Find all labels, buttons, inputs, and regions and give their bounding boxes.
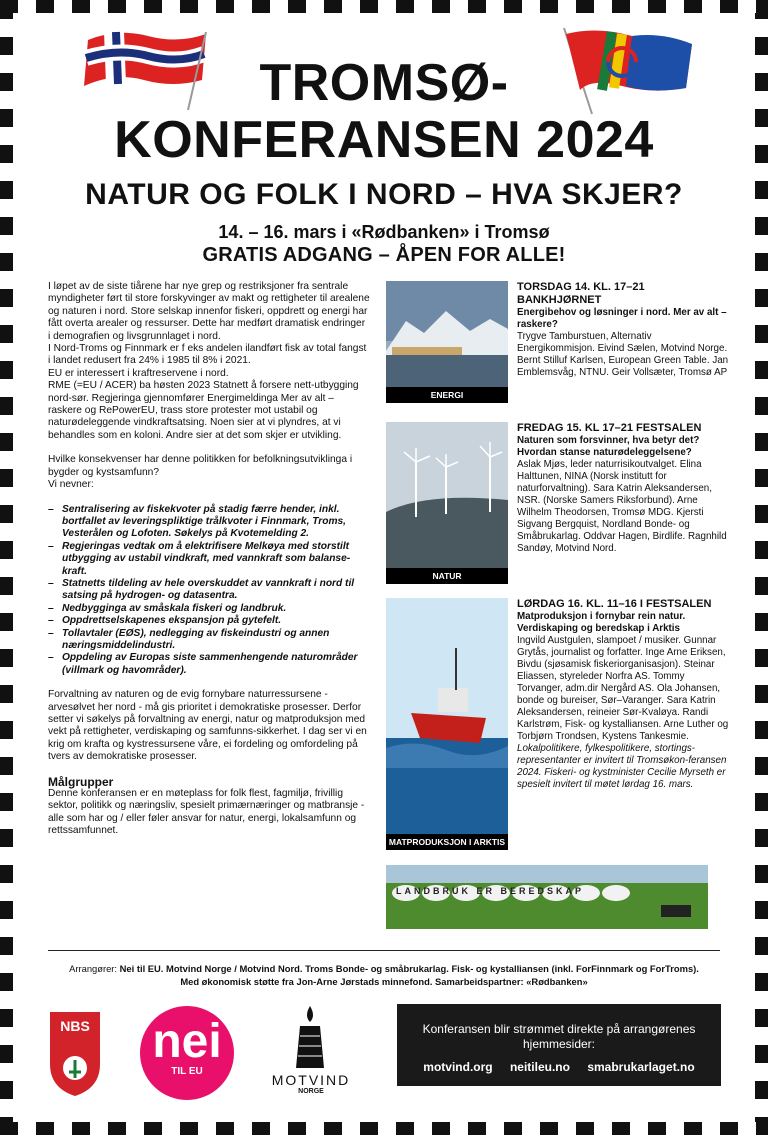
date-place: 14. – 16. mars i «Rødbanken» i Tromsø bbox=[218, 222, 550, 242]
organizers bbox=[30, 962, 738, 988]
intro-p1: I løpet av de siste tiårene har nye grep og restriksjoner fra sentrale myndigheter ført til store forskyvinger av makt og rettigheter til arealene og naturen i nord. Store selskap innenfor fiskeri, oppdrett og energi har fått overta arealer og ressurser. Dette har medført dramatisk endringer i demografien og livsgrunnlaget i nord. bbox=[48, 281, 370, 342]
list-item: – Statnetts tildeling av hele overskuddet av vannkraft i nord til satsing på hydrogen- og datasentra. bbox=[48, 578, 370, 603]
thursday-heading: TORSDAG 14. KL. 17–21 bbox=[517, 281, 645, 293]
organizers-list: Nei til EU. Motvind Norge / Motvind Nord. Troms Bonde- og småbrukarlag. Fisk- og kystalliansen (inkl. ForFinnmark og ForTroms). bbox=[119, 963, 699, 974]
link-motvind[interactable]: motvind.org bbox=[423, 1060, 493, 1074]
nei-logo-sub: TIL EU bbox=[171, 1066, 203, 1077]
thursday-program bbox=[517, 281, 729, 379]
saturday-program bbox=[517, 598, 729, 791]
natur-photo bbox=[386, 422, 508, 584]
admission: GRATIS ADGANG – ÅPEN FOR ALLE! bbox=[202, 244, 566, 266]
list-item: – Tollavtaler (EØS), nedlegging av fiskeindustri og annen næringsmiddelindustri. bbox=[48, 628, 370, 653]
motvind-tower-icon bbox=[290, 1004, 330, 1070]
support-text: Med økonomisk støtte fra Jon-Arne Jørstads minnefond. Samarbeidspartner: «Rødbanken» bbox=[180, 976, 588, 987]
intro-p2: Hvilke konsekvenser har denne politikken for befolkningsutviklinga i bygder og kystsamfunn? bbox=[48, 454, 353, 478]
mat-caption: MATPRODUKSJON I ARKTIS bbox=[386, 834, 508, 850]
thursday-venue: BANKHJØRNET bbox=[517, 294, 602, 306]
stream-box bbox=[397, 1004, 721, 1086]
saturday-topic: Matproduksjon i fornybar rein natur. Verdiskaping og beredskap i Arktis bbox=[517, 611, 686, 634]
motvind-logo-sub: NORGE bbox=[298, 1088, 324, 1095]
intro-p3: Forvaltning av naturen og de evig fornybare naturressursene - arvesølvet her nord - må gis prioritet i demokratiske prosesser. Derfor setter vi søkelys på forvaltning av energi, natur og matproduksjon med vekt på rettigheter, verdiskaping og samfunns-sikkerhet. I dag ser vi en krig om krafta og kystressursene våre, ei fordeling og omfordeling på tvers av demokratiske prosesser. bbox=[48, 689, 367, 763]
energi-caption: ENERGI bbox=[386, 387, 508, 403]
title-line-1: TROMSØ- bbox=[259, 54, 509, 112]
stream-text: Konferansen blir strømmet direkte på arrangørenes hjemmesider: bbox=[422, 1022, 696, 1051]
saturday-heading: LØRDAG 16. KL. 11–16 I FESTSALEN bbox=[517, 598, 712, 610]
bales-text: LANDBRUK ER BEREDSKAP bbox=[396, 886, 585, 896]
mat-photo bbox=[386, 598, 508, 850]
list-item: – Nedbygginga av småskala fiskeri og landbruk. bbox=[48, 603, 370, 615]
thursday-speakers: Trygve Tamburstuen, Alternativ Energikommisjon. Eivind Sælen, Motvind Norge. Bernt Stilluf Karlsen, European Green Table. Jan Emblemsvåg, NTNU. Geir Vollsæter, Tromsø AP bbox=[517, 331, 729, 378]
stream-links bbox=[397, 1060, 721, 1074]
organizers-label: Arrangører: bbox=[69, 963, 118, 974]
divider bbox=[48, 950, 720, 951]
list-item: – Oppdrettselskapenes ekspansjon på gytefelt. bbox=[48, 615, 370, 627]
title-line-2: KONFERANSEN 2024 bbox=[114, 111, 654, 169]
motvind-logo-text: MOTVIND bbox=[271, 1072, 351, 1088]
link-neitileu[interactable]: neitileu.no bbox=[509, 1060, 570, 1074]
natur-caption: NATUR bbox=[386, 568, 508, 584]
target-heading: Målgrupper bbox=[48, 774, 114, 789]
intro-p4: Denne konferansen er en møteplass for folk flest, fagmiljø, frivillig sektor, politikk og næringsliv, spesielt primærnæringer og matbransje - alle som har og / eller føler ansvar for natur, energi, lokalsamfunn og rettssamfunnet. bbox=[48, 788, 365, 837]
friday-heading: FREDAG 15. KL 17–21 FESTSALEN bbox=[517, 422, 702, 434]
nei-logo-text: nei bbox=[152, 1015, 222, 1068]
bales-photo bbox=[386, 865, 708, 929]
subtitle: NATUR OG FOLK I NORD – HVA SKJER? bbox=[85, 178, 683, 211]
intro-p1b: I Nord-Troms og Finnmark er f eks andelen ilandført fisk av total fangst i landet redusert fra 24% i 1985 til 8% i 2021. bbox=[48, 343, 367, 367]
thursday-topic: Energibehov og løsninger i nord. Mer av alt – raskere? bbox=[517, 307, 727, 330]
link-smabrukarlaget[interactable]: smabrukarlaget.no bbox=[587, 1060, 695, 1074]
intro-paragraph-2 bbox=[48, 454, 370, 491]
list-item: – Sentralisering av fiskekvoter på stadig færre hender, inkl. bortfallet av leveringspliktige trålkvoter i Finnmark, Troms, Vesterålen og Lofoten. Søkelys på Kvotemelding 2. bbox=[48, 504, 370, 541]
intro-p1c: EU er interessert i kraftreservene i nord. bbox=[48, 367, 229, 379]
intro-p1d: RME (=EU / ACER) ba høsten 2023 Statnett å forsere nett-utbygging nord-sør. Regjeringa gjennomfører Energimeldinga Mer av alt – raskere og RePowerEU, trass store protester mot ustabil og naturødeleggende vindkraftsatsing. Noen sier at vi plyndres, at vi behandles som en koloni. Andre sier at det som skjer er utvikling. bbox=[48, 380, 359, 441]
intro-paragraph bbox=[48, 281, 370, 442]
saturday-speakers: Ingvild Austgulen, slampoet / musiker. Gunnar Grytås, journalist og forfatter. Inge Arne Eriksen, Bivdu (sjøsamisk fiskeriorganisasjon). Steinar Eliassen, styreleder Norfra AS. Tommy Torvanger, adm.dir Nergård AS. Ola Johansen, bonde og bureiser, Sør–Varanger. Sara Katrin Aleksandersen, reineier Sør-Kvaløya. Randi Karlstrøm, Fisk- og kystalliansen. Arne Luther og Torbjørn Trondsen, Kystens Tankesmie. bbox=[517, 635, 729, 742]
list-item: – Regjeringas vedtak om å elektrifisere Melkøya med storstilt utbygging av ustabil vindkraft, med vannkraft som balanse-kraft. bbox=[48, 541, 370, 578]
intro-p2b: Vi nevner: bbox=[48, 479, 94, 491]
nbs-logo-text: NBS bbox=[60, 1018, 90, 1034]
consequence-list bbox=[48, 504, 370, 678]
energi-photo bbox=[386, 281, 508, 403]
intro-text bbox=[48, 281, 370, 850]
friday-program bbox=[517, 422, 729, 555]
saturday-note: Lokalpolitikere, fylkespolitikere, stortings-representanter er invitert til Tromsøkon-feransen 2024. Fiskeri- og kystminister Cecilie Myrseth er spesielt invitert til møtet lørdag 16. mars. bbox=[517, 743, 727, 790]
friday-topic: Naturen som forsvinner, hva betyr det? Hvordan stanse naturødeleggelsene? bbox=[517, 435, 700, 458]
list-item: – Oppdeling av Europas siste sammenhengende naturområder (villmark og havområder). bbox=[48, 652, 370, 677]
friday-speakers: Aslak Mjøs, leder naturrisikoutvalget. Elina Halttunen, NINA (Norsk institutt for naturforvaltning). Sara Katrin Aleksandersen, NSR. (Norske Samers Riksforbund). Arne Wilhelm Theodorsen, Tromsø MDG. Kjersti Sigvang Bergquist, Nordland Bonde- og Småbrukarlag. Oddvar Hagen, Birdlife. Ragnhild Sandøy, Motvind Nord. bbox=[517, 459, 727, 554]
